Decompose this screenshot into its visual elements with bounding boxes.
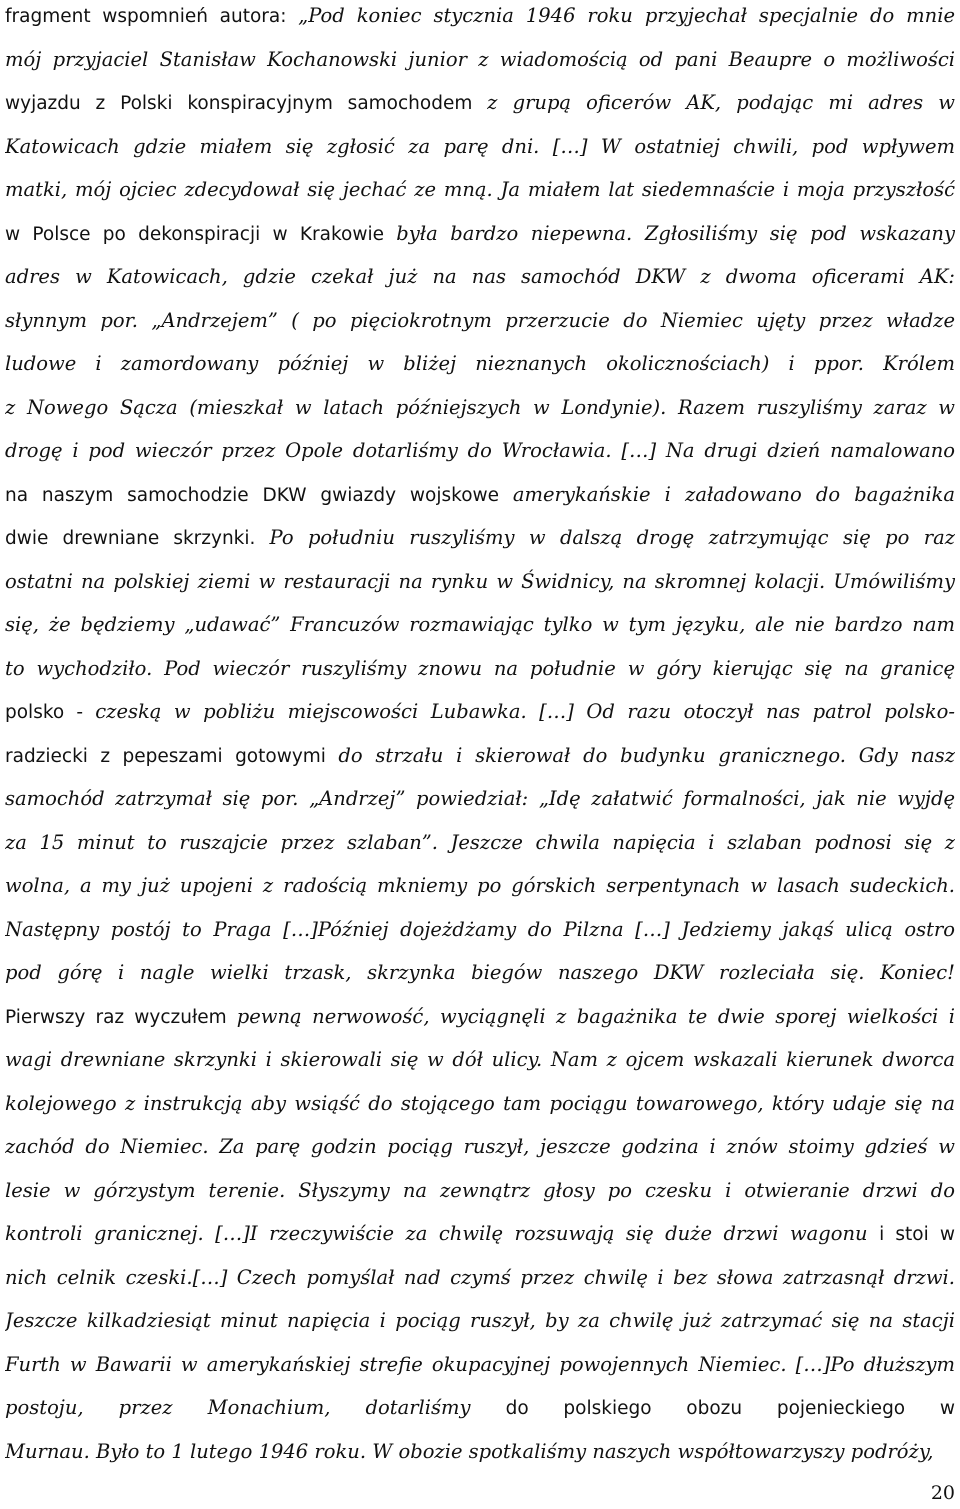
text-line [5, 603, 955, 647]
document-page [5, 0, 955, 1473]
italic-text-segment: mój przyjaciel Stanisław Kochanowski junior z wiadomością od pani Beaupre o możliwości [5, 47, 955, 71]
text-line [5, 1082, 955, 1126]
italic-text-segment: Katowicach gdzie miałem się zgłosić za parę dni. […] W ostatniej chwili, pod wpływem [5, 134, 955, 158]
text-line [5, 429, 955, 473]
text-line [5, 125, 955, 169]
italic-text-segment: ludowe i zamordowany później w bliżej nieznanych okolicznościach) i ppor. Królem [5, 352, 955, 375]
text-line [5, 81, 955, 125]
italic-text-segment: kolejowego z instrukcją aby wsiąść do stojącego tam pociągu towarowego, który udaje się na [5, 1091, 955, 1115]
italic-text-segment: lesie w górzystym terenie. Słyszymy na zewnątrz głosy po czesku i otwieranie drzwi do [5, 1178, 955, 1202]
plain-text-segment: do polskiego obozu pojenieckiego w [505, 1398, 955, 1419]
text-line [5, 1125, 955, 1169]
italic-text-segment: ostatni na polskiej ziemi w restauracji na rynku w Świdnicy, na skromnej kolacji. Umówiliśmy [5, 569, 955, 593]
italic-text-segment: Następny postój to Praga […]Później dojeżdżamy do Pilzna […] Jedziemy jakąś ulicą ostro [5, 917, 955, 941]
italic-text-segment: wagi drewniane skrzynki i skierowali się w dół ulicy. Nam z ojcem wskazali kierunek dworca [5, 1048, 955, 1071]
text-line [5, 908, 955, 952]
italic-text-segment: wolna, a my już upojeni z radością mkniemy po górskich serpentynach w lasach sudeckich. [5, 874, 955, 897]
text-line [5, 1169, 955, 1213]
plain-text-segment: wyjazdu z Polski konspiracyjnym samochodem [5, 93, 488, 114]
plain-text-segment: w Polsce po dekonspiracji w Krakowie [5, 223, 397, 245]
italic-text-segment: matki, mój ojciec zdecydował się jechać ze mną. Ja miałem lat siedemnaście i moja przyszłość [5, 178, 955, 201]
italic-text-segment: nich celnik czeski.[…] Czech pomyślał nad czymś przez chwilę i bez słowa zatrzasnął drzwi. [5, 1265, 955, 1289]
italic-text-segment: była bardzo niepewna. Zgłosiliśmy się pod wskazany [396, 221, 955, 245]
text-line [5, 1212, 955, 1256]
italic-text-segment: Jeszcze kilkadziesiąt minut napięcia i pociąg ruszył, by za chwilę już zatrzymać się na stacji [5, 1309, 955, 1332]
italic-text-segment: z Nowego Sącza (mieszkał w latach późniejszych w Londynie). Razem ruszyliśmy zaraz w [5, 395, 955, 419]
text-line [5, 255, 955, 299]
plain-text-segment: fragment wspomnień autora: [5, 6, 299, 27]
text-line [5, 777, 955, 821]
text-line [5, 951, 955, 995]
text-line [5, 0, 955, 38]
italic-text-segment: postoju, przez Monachium, dotarliśmy [5, 1396, 506, 1419]
italic-text-segment: zachód do Niemiec. Za parę godzin pociąg ruszył, jeszcze godzina i znów stoimy gdzieś w [5, 1135, 955, 1158]
text-line [5, 1386, 955, 1430]
text-line [5, 690, 955, 734]
italic-text-segment: Murnau. Było to 1 lutego 1946 roku. W obozie spotkaliśmy naszych współtowarzyszy podróży, [5, 1439, 934, 1463]
text-line [5, 1430, 955, 1474]
plain-text-segment: i stoi w [879, 1224, 955, 1245]
text-line [5, 560, 955, 604]
plain-text-segment: na naszym samochodzie DKW gwiazdy wojskowe [5, 484, 513, 506]
text-line [5, 864, 955, 908]
text-line [5, 38, 955, 82]
text-line [5, 1256, 955, 1300]
italic-text-segment: pewną nerwowość, wyciągnęli z bagażnika te dwie sporej wielkości i [236, 1004, 955, 1028]
italic-text-segment: Po południu ruszyliśmy w dalszą drogę zatrzymując się po raz [269, 526, 955, 549]
text-line [5, 995, 955, 1039]
plain-text-segment: dwie drewniane skrzynki. [5, 528, 270, 549]
text-line [5, 1038, 955, 1082]
text-line [5, 734, 955, 778]
italic-text-segment: do strzału i skierował do budynku granicznego. Gdy nasz [338, 743, 955, 767]
italic-text-segment: to wychodziło. Pod wieczór ruszyliśmy znowu na południe w góry kierując się na granicę [5, 656, 955, 680]
text-line [5, 386, 955, 430]
text-line [5, 342, 955, 386]
plain-text-segment: Pierwszy raz wyczułem [5, 1006, 237, 1028]
italic-text-segment: amerykańskie i załadowano do bagażnika [512, 482, 955, 506]
italic-text-segment: Furth w Bawarii w amerykańskiej strefie okupacyjnej powojennych Niemiec. […]Po dłuższym [5, 1352, 955, 1376]
italic-text-segment: samochód zatrzymał się por. „Andrzej” powiedział: „Idę załatwić formalności, jak nie wyjdę [5, 787, 955, 810]
text-line [5, 168, 955, 212]
italic-text-segment: kontroli granicznej. […]I rzeczywiście za chwilę rozsuwają się duże drzwi wagonu [5, 1222, 880, 1245]
text-line [5, 1343, 955, 1387]
text-line [5, 473, 955, 517]
plain-text-segment: polsko - [5, 702, 96, 723]
text-line [5, 821, 955, 865]
memoir-text-body [5, 0, 955, 1473]
plain-text-segment: radziecki z pepeszami gotowymi [5, 745, 339, 767]
page-number: 20 [930, 1482, 955, 1504]
italic-text-segment: pod górę i nagle wielki trzask, skrzynka biegów naszego DKW rozleciała się. Koniec! [5, 961, 955, 984]
text-line [5, 1299, 955, 1343]
italic-text-segment: adres w Katowicach, gdzie czekał już na nas samochód DKW z dwoma oficerami AK: [5, 265, 955, 288]
italic-text-segment: czeską w pobliżu miejscowości Lubawka. […] Od razu otoczył nas patrol polsko- [95, 700, 955, 723]
italic-text-segment: się, że będziemy „udawać” Francuzów rozmawiając tylko w tym języku, ale nie bardzo nam [5, 613, 955, 636]
text-line [5, 299, 955, 343]
text-line [5, 516, 955, 560]
italic-text-segment: z grupą oficerów AK, podając mi adres w [487, 91, 955, 114]
text-line [5, 212, 955, 256]
italic-text-segment: za 15 minut to ruszajcie przez szlaban”. Jeszcze chwila napięcia i szlaban podnosi się z [5, 830, 955, 854]
italic-text-segment: słynnym por. „Andrzejem” ( po pięciokrotnym przerzucie do Niemiec ujęty przez władze [5, 308, 955, 332]
italic-text-segment: drogę i pod wieczór przez Opole dotarliśmy do Wrocławia. […] Na drugi dzień namalowano [5, 439, 955, 462]
italic-text-segment: „Pod koniec stycznia 1946 roku przyjechał specjalnie do mnie [298, 4, 955, 27]
text-line [5, 647, 955, 691]
